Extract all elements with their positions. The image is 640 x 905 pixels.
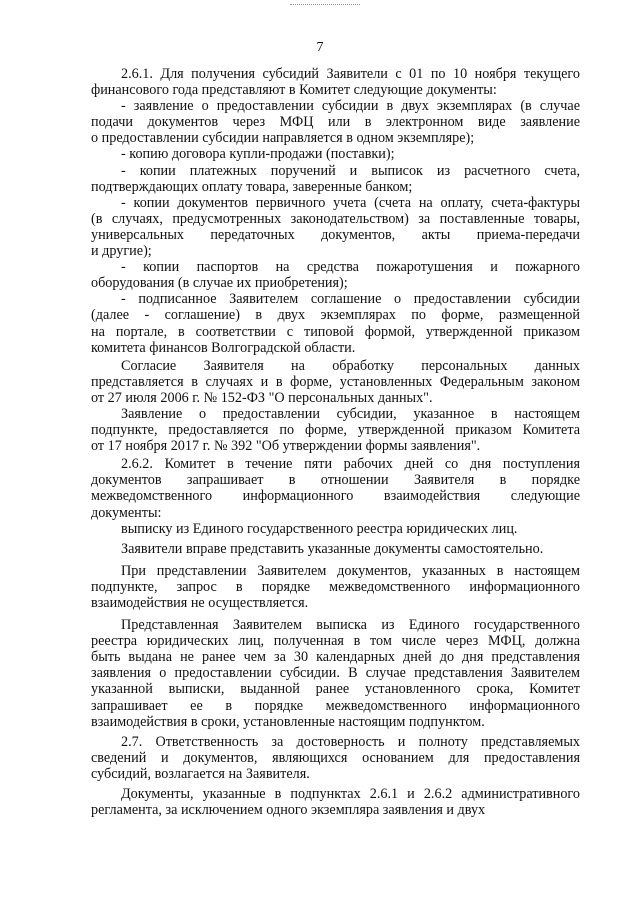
text-line: реестра юридических лиц, полученная в том числе через МФЦ, должна bbox=[91, 633, 580, 650]
text-line: указанной выписки, выданной ранее установленного срока, Комитет bbox=[91, 681, 580, 698]
text-line: - копии паспортов на средства пожаротушения и пожарного bbox=[121, 259, 580, 276]
text-line: - копии платежных поручений и выписок из расчетного счета, bbox=[121, 162, 580, 179]
text-line: 2.6.1. Для получения субсидий Заявители с 01 по 10 ноября текущего bbox=[121, 66, 580, 82]
paragraph bbox=[91, 66, 580, 98]
text-line: взаимодействия не осуществляется. bbox=[91, 595, 309, 611]
paragraph bbox=[91, 291, 580, 355]
text-line: о предоставлении субсидии направляется в одном экземпляре); bbox=[91, 130, 475, 147]
text-line: от 27 июля 2006 г. № 152-ФЗ "О персональных данных". bbox=[91, 389, 433, 406]
text-line: Согласие Заявителя на обработку персональных данных bbox=[121, 357, 580, 374]
text-line: документы: bbox=[91, 504, 162, 521]
text-line: При представлении Заявителем документов, указанных в настоящем bbox=[121, 562, 580, 579]
text-line: финансового года представляют в Комитет следующие документы: bbox=[91, 82, 497, 99]
text-line: представляется в случаях и в форме, установленных Федеральным законом bbox=[91, 373, 580, 390]
text-line: регламента, за исключением одного экземпляра заявления и двух bbox=[91, 802, 486, 819]
text-line: межведомственного информационного взаимодействия следующие bbox=[91, 488, 580, 505]
paragraph bbox=[91, 521, 580, 537]
text-line: оборудования (в случае их приобретения); bbox=[91, 275, 348, 292]
text-line: на портале, в соответствии с типовой формой, утвержденной приказом bbox=[91, 323, 580, 340]
paragraph bbox=[91, 456, 580, 520]
paragraph bbox=[91, 786, 580, 818]
text-line: Документы, указанные в подпунктах 2.6.1 и 2.6.2 административного bbox=[121, 786, 580, 803]
text-line: запрашивает ее в порядке межведомственного информационного bbox=[91, 697, 580, 714]
paragraph bbox=[91, 146, 580, 162]
text-line: универсальных передаточных документов, акты приема-передачи bbox=[91, 226, 580, 243]
text-line: сведений и документов, являющихся основанием для предоставления bbox=[91, 749, 580, 766]
text-line: выписку из Единого государственного реестра юридических лиц. bbox=[121, 520, 518, 537]
text-line: (далее - соглашение) в двух экземплярах по форме, размещенной bbox=[91, 307, 580, 324]
text-line: 2.7. Ответственность за достоверность и полноту представляемых bbox=[121, 733, 580, 750]
text-line: подпункте, запрос в порядке межведомственного информационного bbox=[91, 578, 580, 595]
text-line: подтверждающих оплату товара, заверенные банком; bbox=[91, 178, 413, 195]
text-line: (в случаях, предусмотренных законодательством) за поставленные товары, bbox=[91, 210, 580, 227]
text-line: документов запрашивает в отношении Заявителя в порядке bbox=[91, 472, 580, 489]
paragraph bbox=[91, 541, 580, 557]
text-line: - копии документов первичного учета (счета на оплату, счета-фактуры bbox=[121, 194, 580, 211]
text-line: взаимодействия в сроки, установленные настоящим подпунктом. bbox=[91, 713, 485, 730]
text-line: 2.6.2. Комитет в течение пяти рабочих дней со дня поступления bbox=[121, 456, 580, 473]
paragraph bbox=[91, 98, 580, 146]
text-line: заявления о предоставлении субсидии. В случае представления Заявителем bbox=[91, 665, 580, 682]
text-line: - копию договора купли-продажи (поставки); bbox=[121, 146, 395, 163]
paragraph bbox=[91, 617, 580, 730]
text-line: Заявление о предоставлении субсидии, указанное в настоящем bbox=[121, 405, 580, 422]
text-line: комитета финансов Волгоградской области. bbox=[91, 339, 356, 356]
text-line: Заявители вправе представить указанные документы самостоятельно. bbox=[121, 540, 544, 557]
text-line: Представленная Заявителем выписка из Единого государственного bbox=[121, 617, 580, 634]
paragraph bbox=[91, 358, 580, 406]
text-line: и другие); bbox=[91, 243, 152, 260]
paragraph bbox=[91, 734, 580, 782]
text-line: субсидий, возлагается на Заявителя. bbox=[91, 765, 310, 782]
text-line: подачи документов через МФЦ или в электронном виде заявление bbox=[91, 114, 580, 131]
paragraph bbox=[91, 563, 580, 611]
document-body bbox=[91, 66, 580, 818]
text-line: от 17 ноября 2017 г. № 392 "Об утверждении формы заявления". bbox=[91, 438, 481, 455]
text-line: - подписанное Заявителем соглашение о предоставлении субсидии bbox=[121, 291, 580, 308]
paragraph bbox=[91, 163, 580, 195]
paragraph bbox=[91, 195, 580, 259]
page-number: 7 bbox=[316, 40, 324, 55]
text-line: - заявление о предоставлении субсидии в двух экземплярах (в случае bbox=[121, 98, 580, 115]
paragraph bbox=[91, 406, 580, 454]
scan-artifact bbox=[290, 0, 360, 5]
text-line: быть выдана не ранее чем за 30 календарных дней до дня представления bbox=[91, 649, 580, 666]
paragraph bbox=[91, 259, 580, 291]
text-line: подпункте, предоставляется по форме, утвержденной приказом Комитета bbox=[91, 422, 580, 439]
